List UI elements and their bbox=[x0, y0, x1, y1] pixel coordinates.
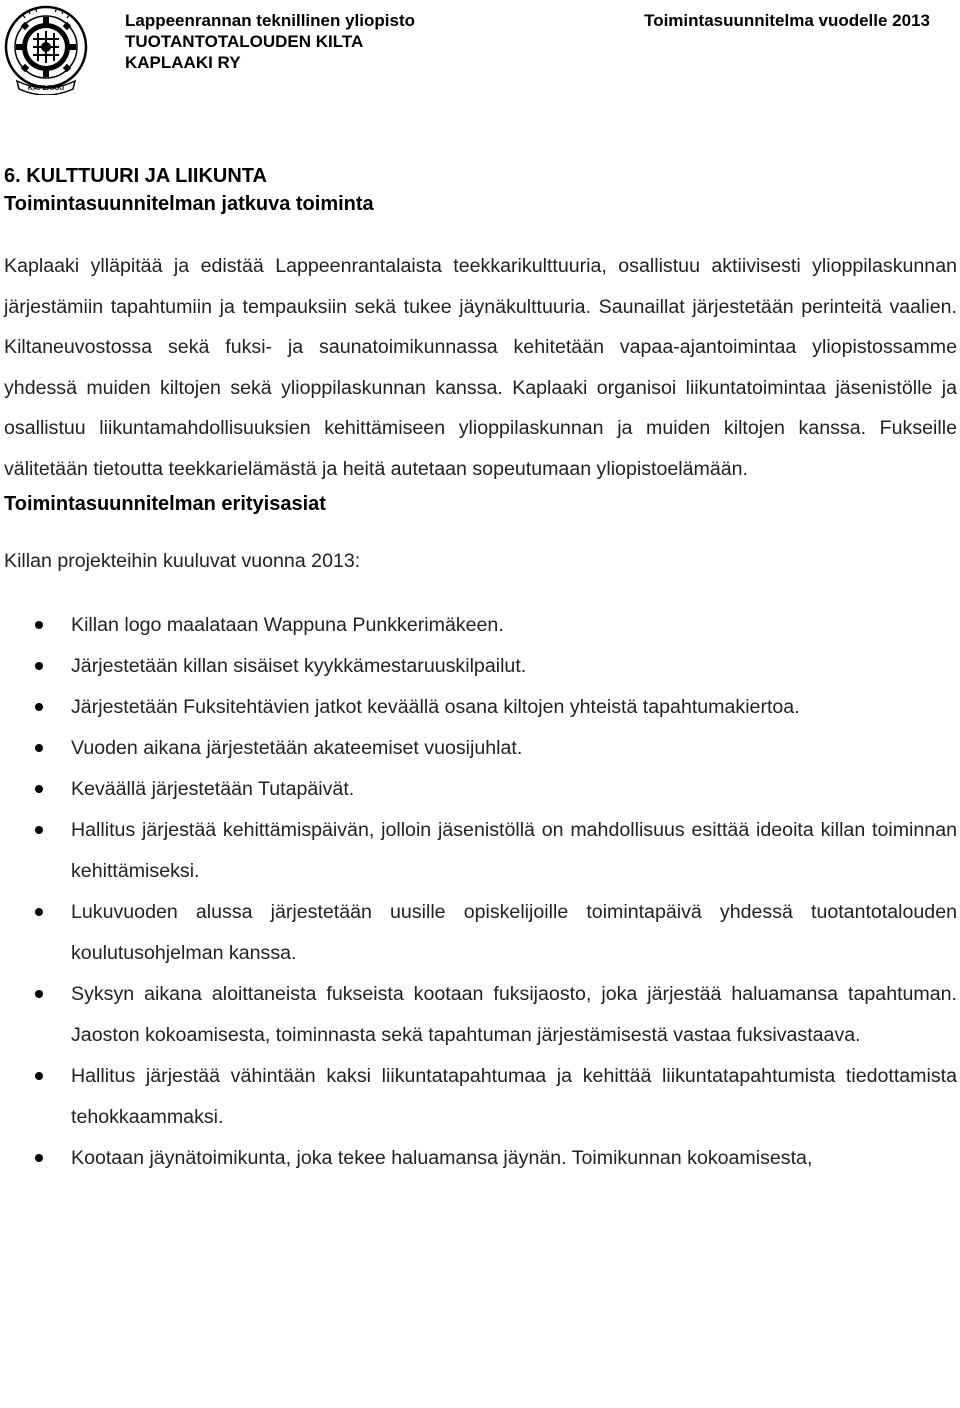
bullet-icon bbox=[35, 826, 43, 834]
projects-intro: Killan projekteihin kuuluvat vuonna 2013: bbox=[4, 549, 361, 572]
list-item: Lukuvuoden alussa järjestetään uusille opiskelijoille toimintapäivä yhdessä tuotantotalouden koulutusohjelman kanssa. bbox=[4, 892, 957, 974]
header-guild: TUOTANTOTALOUDEN KILTA bbox=[125, 32, 364, 51]
list-item: Kootaan jäynätoimikunta, joka tekee haluamansa jäynän. Toimikunnan kokoamisesta, bbox=[4, 1138, 957, 1179]
projects-list bbox=[4, 605, 957, 1179]
continuous-activities-heading: Toimintasuunnitelman jatkuva toiminta bbox=[4, 193, 374, 215]
list-item: Vuoden aikana järjestetään akateemiset vuosijuhlat. bbox=[4, 728, 957, 769]
bullet-icon bbox=[35, 908, 43, 916]
list-item: Hallitus järjestää vähintään kaksi liikuntatapahtumaa ja kehittää liikuntatapahtumista tiedottamista tehokkaammaksi. bbox=[4, 1056, 957, 1138]
header-organization bbox=[125, 10, 415, 73]
list-item: Järjestetään killan sisäiset kyykkämestaruuskilpailut. bbox=[4, 646, 957, 687]
continuous-activities-paragraph: Kaplaaki ylläpitää ja edistää Lappeenrantalaista teekkarikulttuuria, osallistuu aktiivisesti ylioppilaskunnan järjestämiin tapahtumiin ja tempauksiin sekä tukee jäynäkulttuuria. Saunaillat järjestetään perinteitä vaalien. Kiltaneuvostossa sekä fuksi- ja saunatoimikunnassa kehitetään vapaa-ajantoimintaa yliopistossamme yhdessä muiden kiltojen sekä ylioppilaskunnan kanssa. Kaplaaki organisoi liikuntatoimintaa jäsenistölle ja osallistuu liikuntamahdollisuuksien kehittämiseen ylioppilaskunnan ja muiden kiltojen kanssa. Fukseille välitetään tietoutta teekkarielämästä ja heitä autetaan sopeutumaan yliopistoelämään. bbox=[4, 255, 957, 480]
bullet-icon bbox=[35, 1154, 43, 1162]
list-item: Killan logo maalataan Wappuna Punkkerimäkeen. bbox=[4, 605, 957, 646]
bullet-icon bbox=[35, 785, 43, 793]
bullet-icon bbox=[35, 744, 43, 752]
list-item: Syksyn aikana aloittaneista fukseista kootaan fuksijaosto, joka järjestää haluamansa tapahtuman. Jaoston kokoamisesta, toiminnasta sekä tapahtuman järjestämisestä vastaa fuksivastaava. bbox=[4, 974, 957, 1056]
bullet-icon bbox=[35, 662, 43, 670]
list-item: Keväällä järjestetään Tutapäivät. bbox=[4, 769, 957, 810]
header-university: Lappeenrannan teknillinen yliopisto bbox=[125, 11, 415, 30]
document-body bbox=[4, 162, 957, 1179]
guild-logo bbox=[3, 3, 89, 95]
bullet-icon bbox=[35, 1072, 43, 1080]
list-item: Järjestetään Fuksitehtävien jatkot keväällä osana kiltojen yhteistä tapahtumakiertoa. bbox=[4, 687, 957, 728]
section-title: 6. KULTTUURI JA LIIKUNTA bbox=[4, 165, 267, 187]
bullet-icon bbox=[35, 703, 43, 711]
header-association: KAPLAAKI RY bbox=[125, 53, 241, 72]
list-item: Hallitus järjestää kehittämispäivän, jolloin jäsenistöllä on mahdollisuus esittää ideoita killan toiminnan kehittämiseksi. bbox=[4, 810, 957, 892]
header-document-title: Toimintasuunnitelma vuodelle 2013 bbox=[644, 11, 930, 30]
bullet-icon bbox=[35, 990, 43, 998]
special-items-heading: Toimintasuunnitelman erityisasiat bbox=[4, 492, 326, 515]
bullet-icon bbox=[35, 621, 43, 629]
svg-text:KAPLAAKI: KAPLAAKI bbox=[27, 85, 65, 92]
